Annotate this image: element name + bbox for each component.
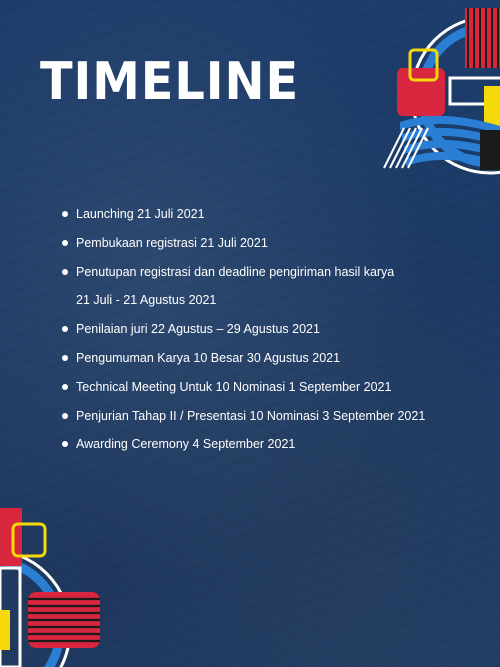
- timeline-item: Pengumuman Karya 10 Besar 30 Agustus 2021: [62, 350, 482, 366]
- timeline-item: Awarding Ceremony 4 September 2021: [62, 436, 482, 452]
- timeline-item: Penilaian juri 22 Agustus – 29 Agustus 2021: [62, 321, 482, 337]
- timeline-list: [62, 206, 482, 465]
- top-right-decoration: [380, 0, 500, 200]
- timeline-item: Penjurian Tahap II / Presentasi 10 Nominasi 3 September 2021: [62, 408, 482, 424]
- page-title: TIMELINE: [40, 52, 300, 112]
- timeline-item: Penutupan registrasi dan deadline pengiriman hasil karya: [62, 264, 482, 280]
- timeline-item: Pembukaan registrasi 21 Juli 2021: [62, 235, 482, 251]
- timeline-item-continuation: 21 Juli - 21 Agustus 2021: [76, 293, 217, 308]
- bottom-left-decoration: [0, 500, 110, 667]
- timeline-item: Technical Meeting Untuk 10 Nominasi 1 September 2021: [62, 379, 482, 395]
- timeline-item: Launching 21 Juli 2021: [62, 206, 482, 222]
